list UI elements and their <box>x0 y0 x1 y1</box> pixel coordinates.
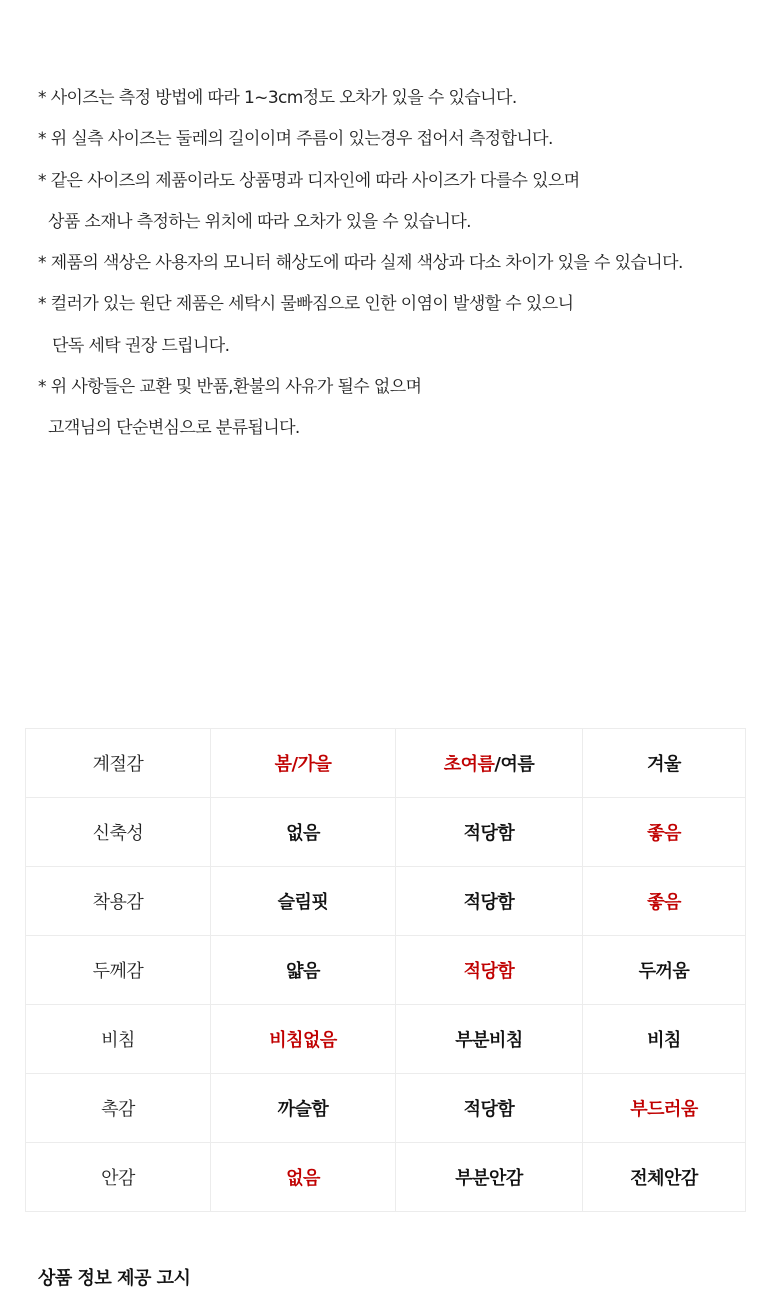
spec-value-cell: 비침 <box>583 1005 746 1074</box>
spec-value-cell: 부분비침 <box>396 1005 583 1074</box>
spec-value-cell: 얇음 <box>211 936 396 1005</box>
note-line: 단독 세탁 권장 드립니다. <box>52 335 230 356</box>
spec-value-cell: 두꺼움 <box>583 936 746 1005</box>
spec-value-cell: 좋음 <box>583 798 746 867</box>
table-row <box>26 867 746 936</box>
spec-value-cell: 적당함 <box>396 936 583 1005</box>
spec-value-cell: 전체안감 <box>583 1143 746 1212</box>
table-row <box>26 1074 746 1143</box>
spec-value-highlight: 초여름 <box>443 754 495 775</box>
table-row <box>26 1143 746 1212</box>
spec-value-cell: 부드러움 <box>583 1074 746 1143</box>
spec-value-cell: 봄/가을 <box>211 729 396 798</box>
section-title: 상품 정보 제공 고시 <box>38 1268 191 1289</box>
spec-value-cell: 부분안감 <box>396 1143 583 1212</box>
spec-value-cell: 적당함 <box>396 1074 583 1143</box>
note-line: * 컬러가 있는 원단 제품은 세탁시 물빠짐으로 인한 이염이 발생할 수 있으니 <box>38 294 574 315</box>
note-line: * 위 실측 사이즈는 둘레의 길이이며 주름이 있는경우 접어서 측정합니다. <box>38 129 553 150</box>
spec-value-cell: 없음 <box>211 798 396 867</box>
note-line: * 제품의 색상은 사용자의 모니터 해상도에 따라 실제 색상과 다소 차이가 있을 수 있습니다. <box>38 253 683 274</box>
table-row <box>26 1005 746 1074</box>
spec-label-fit: 착용감 <box>26 867 211 936</box>
note-line: * 사이즈는 측정 방법에 따라 1~3cm정도 오차가 있을 수 있습니다. <box>38 88 517 108</box>
spec-value-cell: 적당함 <box>396 798 583 867</box>
spec-label-lining: 안감 <box>26 1143 211 1212</box>
note-line: * 위 사항들은 교환 및 반품,환불의 사유가 될수 없으며 <box>38 377 422 398</box>
table-row <box>26 936 746 1005</box>
spec-value-cell: 비침없음 <box>211 1005 396 1074</box>
spec-value-text: /여름 <box>494 754 535 775</box>
spec-value-cell: 겨울 <box>583 729 746 798</box>
note-line: * 같은 사이즈의 제품이라도 상품명과 디자인에 따라 사이즈가 다를수 있으며 <box>38 170 580 191</box>
table-row <box>26 798 746 867</box>
product-notes <box>38 78 758 450</box>
spec-value-cell <box>396 729 583 798</box>
spec-label-texture: 촉감 <box>26 1074 211 1143</box>
spec-value-cell: 적당함 <box>396 867 583 936</box>
product-spec-table <box>25 728 746 1212</box>
spec-label-thickness: 두께감 <box>26 936 211 1005</box>
spec-value-cell: 까슬함 <box>211 1074 396 1143</box>
spec-label-sheerness: 비침 <box>26 1005 211 1074</box>
spec-label-stretch: 신축성 <box>26 798 211 867</box>
note-line: 고객님의 단순변심으로 분류됩니다. <box>48 418 300 439</box>
note-line: 상품 소재나 측정하는 위치에 따라 오차가 있을 수 있습니다. <box>48 211 471 232</box>
spec-label-season: 계절감 <box>26 729 211 798</box>
spec-value-cell: 없음 <box>211 1143 396 1212</box>
spec-value-cell: 슬림핏 <box>211 867 396 936</box>
table-row <box>26 729 746 798</box>
spec-value-cell: 좋음 <box>583 867 746 936</box>
